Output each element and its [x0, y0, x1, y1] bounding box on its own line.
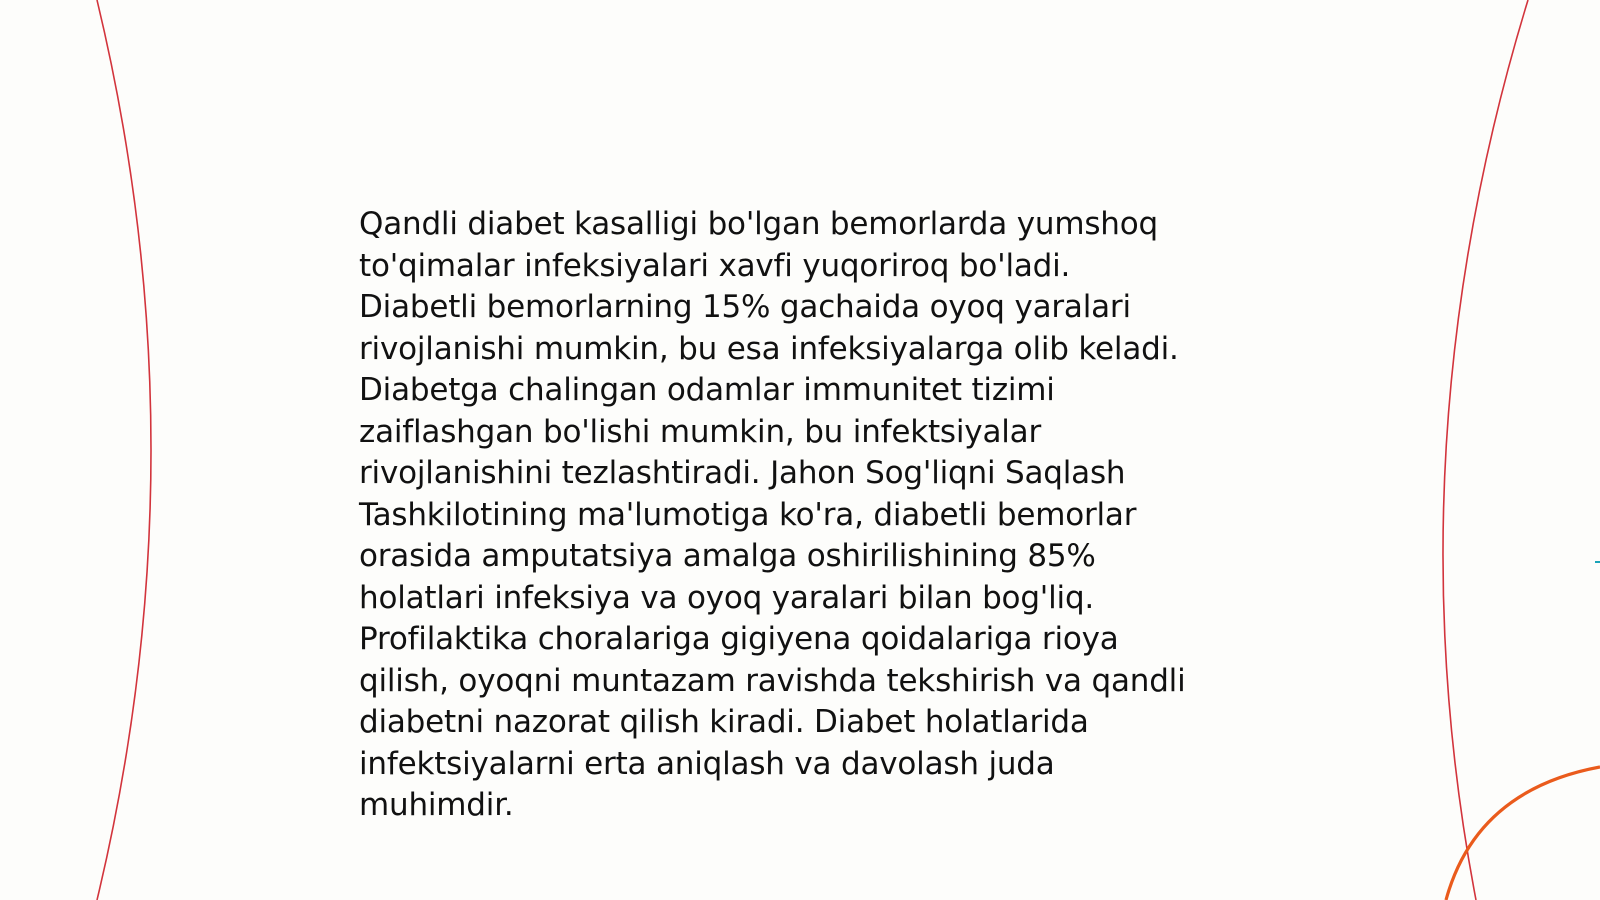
body-line: zaiflashgan bo'lishi mumkin, bu infektsiyalar	[359, 413, 1041, 450]
body-line: Qandli diabet kasalligi bo'lgan bemorlarda yumshoq	[359, 206, 1158, 242]
body-line: rivojlanishini tezlashtiradi. Jahon Sog'liqni Saqlash	[359, 455, 1126, 491]
body-line: Tashkilotining ma'lumotiga ko'ra, diabetli bemorlar	[359, 496, 1137, 533]
body-line: orasida amputatsiya amalga oshirilishining 85%	[359, 538, 1096, 574]
body-line: Diabetli bemorlarning 15% gachaida oyoq yaralari	[359, 289, 1131, 325]
body-line: holatlari infeksiya va oyoq yaralari bilan bog'liq.	[359, 579, 1095, 616]
right-curve-line	[1443, 0, 1528, 900]
body-line: qilish, oyoqni muntazam ravishda tekshirish va qandli	[359, 662, 1186, 699]
body-line: rivojlanishi mumkin, bu esa infeksiyalarga olib keladi.	[359, 330, 1179, 367]
orange-arc	[1446, 767, 1600, 900]
body-line: to'qimalar infeksiyalari xavfi yuqoriroq bo'ladi.	[359, 247, 1071, 284]
body-line: Profilaktika choralariga gigiyena qoidalariga rioya	[359, 621, 1119, 657]
body-text	[359, 204, 1239, 827]
body-line: infektsiyalarni erta aniqlash va davolash juda	[359, 745, 1055, 782]
body-line: Diabetga chalingan odamlar immunitet tizimi	[359, 372, 1055, 408]
body-line: diabetni nazorat qilish kiradi. Diabet holatlarida	[359, 704, 1089, 740]
left-curve-line	[97, 0, 151, 900]
body-line: muhimdir.	[359, 787, 514, 823]
